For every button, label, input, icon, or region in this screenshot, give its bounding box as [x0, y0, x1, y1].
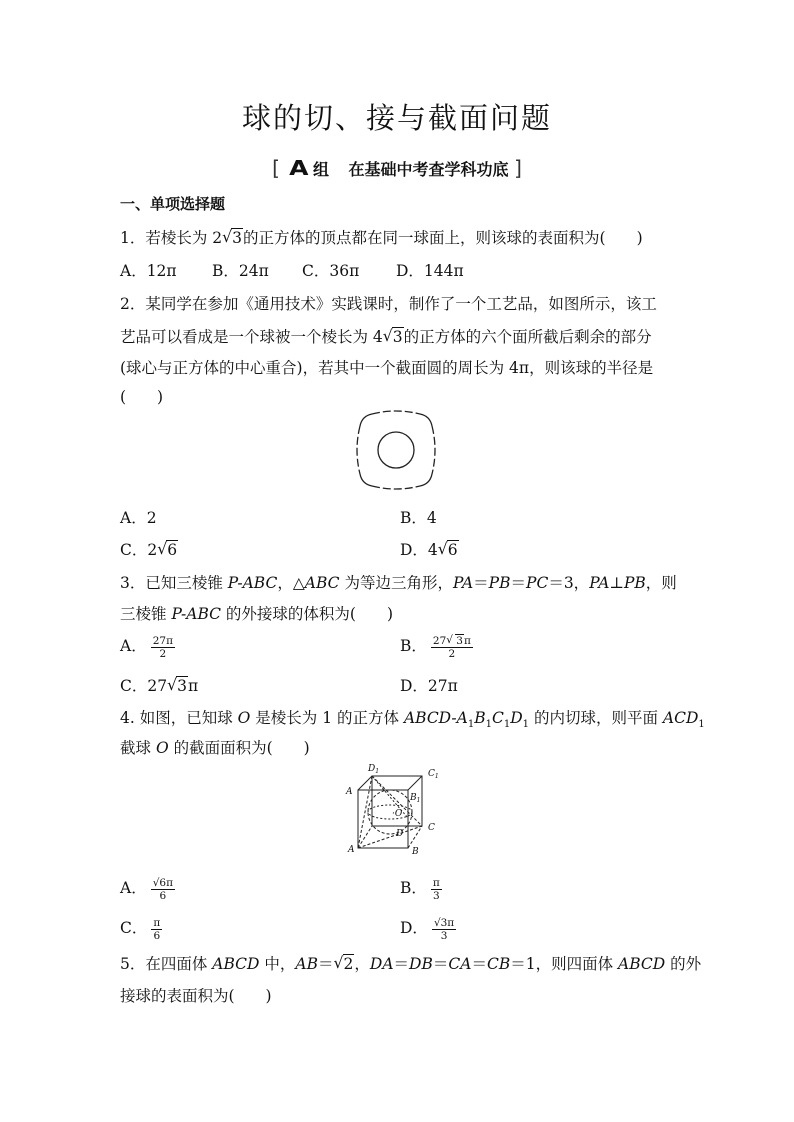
q1-text-post: 的正方体的顶点都在同一球面上，则该球的表面积为( ): [243, 229, 643, 247]
group-text: 在基础中考查学科功底: [348, 160, 509, 179]
q3-option-c[interactable]: C．27√ 3π: [120, 674, 198, 696]
sqrt-symbol: √ 3: [383, 328, 404, 346]
group-badge: A: [289, 156, 309, 180]
q4-option-b[interactable]: B． $\frac{\pi}{3}$: [400, 876, 440, 902]
sqrt-symbol: √ 2: [334, 955, 355, 973]
fraction: $\frac{27\pi}{2}$: [152, 634, 173, 660]
q3-line-2: 三棱锥 P-ABC 的外接球的体积为( ): [120, 605, 394, 623]
q5-line-1: 5．在四面体 ABCD 中，AB＝√ 2，DA＝DB＝CA＝CB＝1，则四面体 ABCD 的外: [120, 952, 701, 974]
q4-option-d[interactable]: D． $\frac{√3\pi}{3}$: [400, 916, 455, 942]
q4-figure-cube-inscribed-sphere: [342, 758, 454, 858]
q3-line-1: 3．已知三棱锥 P-ABC，△ABC 为等边三角形，PA＝PB＝PC＝3，PA⊥PB，则: [120, 574, 677, 592]
page-title: 球的切、接与截面问题: [241, 101, 552, 135]
label-o: ·O: [392, 809, 403, 819]
q3-option-d[interactable]: D．27π: [400, 677, 458, 695]
q3-option-a[interactable]: A． $\frac{27\pi}{2}$: [120, 634, 173, 660]
q4-option-a[interactable]: A． $\frac{√6\pi}{6}$: [120, 876, 173, 902]
q1-option-b[interactable]: B．24π: [212, 262, 269, 280]
bracket-close: ]: [514, 156, 522, 180]
group-heading: [0, 156, 794, 180]
q2-line-4: ( ): [120, 388, 164, 406]
fraction: $\frac{27√ 3\pi}{2}$: [431, 635, 473, 660]
q4-option-c[interactable]: C． $\frac{\pi}{6}$: [120, 916, 161, 942]
label-a: A: [348, 845, 355, 855]
q1-option-d[interactable]: D．144π: [396, 262, 464, 280]
fraction: $\frac{√3\pi}{3}$: [433, 916, 455, 942]
q2-line-1: 2．某同学在参加《通用技术》实践课时，制作了一个工艺品，如图所示，该工: [120, 295, 657, 313]
label-a1: A: [346, 787, 353, 797]
fraction: $\frac{√6\pi}{6}$: [152, 876, 173, 902]
section-heading: 一、单项选择题: [120, 195, 226, 213]
sqrt-symbol: √ 3: [167, 677, 188, 695]
q3-option-b[interactable]: B． $\frac{27√ 3\pi}{2}$: [400, 634, 473, 660]
q4-line-1: 4. 如图，已知球 O 是棱长为 1 的正方体 ABCD-$A_1B_1C_1D_1$ 的内切球，则平面 $ACD_1$: [120, 709, 705, 731]
label-d1: $D_1$: [368, 764, 380, 775]
q4-line-2: 截球 O 的截面面积为( ): [120, 739, 310, 757]
label-b: B: [412, 847, 419, 857]
q2-figure-craft-sphere: [354, 408, 438, 492]
q2-option-a[interactable]: A．2: [120, 509, 157, 527]
q2-line-3: (球心与正方体的中心重合)，若其中一个截面圆的周长为 4π，则该球的半径是: [120, 359, 654, 377]
q5-line-2: 接球的表面积为( ): [120, 987, 272, 1005]
group-label: 组: [312, 160, 329, 179]
sqrt-symbol: √ 3: [222, 229, 243, 247]
q2-option-c[interactable]: C．2√ 6: [120, 538, 178, 560]
q2-option-d[interactable]: D．4√ 6: [400, 538, 459, 560]
sqrt-symbol: √ 6: [157, 541, 178, 559]
q2-option-b[interactable]: B．4: [400, 509, 437, 527]
q1-option-a[interactable]: A．12π: [120, 262, 177, 280]
label-c1: $C_1$: [428, 769, 439, 780]
bracket-open: [: [272, 156, 280, 180]
label-b1: $B_1$: [410, 793, 421, 804]
q1-option-c[interactable]: C．36π: [302, 262, 360, 280]
label-d: D: [396, 829, 404, 839]
q2-line-2: 艺品可以看成是一个球被一个棱长为 4√ 3的正方体的六个面所截后剩余的部分: [120, 325, 652, 347]
sqrt-symbol: √ 6: [438, 541, 459, 559]
q1-text-pre: 1．若棱长为 2: [120, 229, 223, 247]
fraction: $\frac{\pi}{3}$: [432, 876, 440, 902]
q1-stem: [120, 226, 643, 248]
fraction: $\frac{\pi}{6}$: [153, 916, 161, 942]
label-c: C: [428, 823, 435, 833]
